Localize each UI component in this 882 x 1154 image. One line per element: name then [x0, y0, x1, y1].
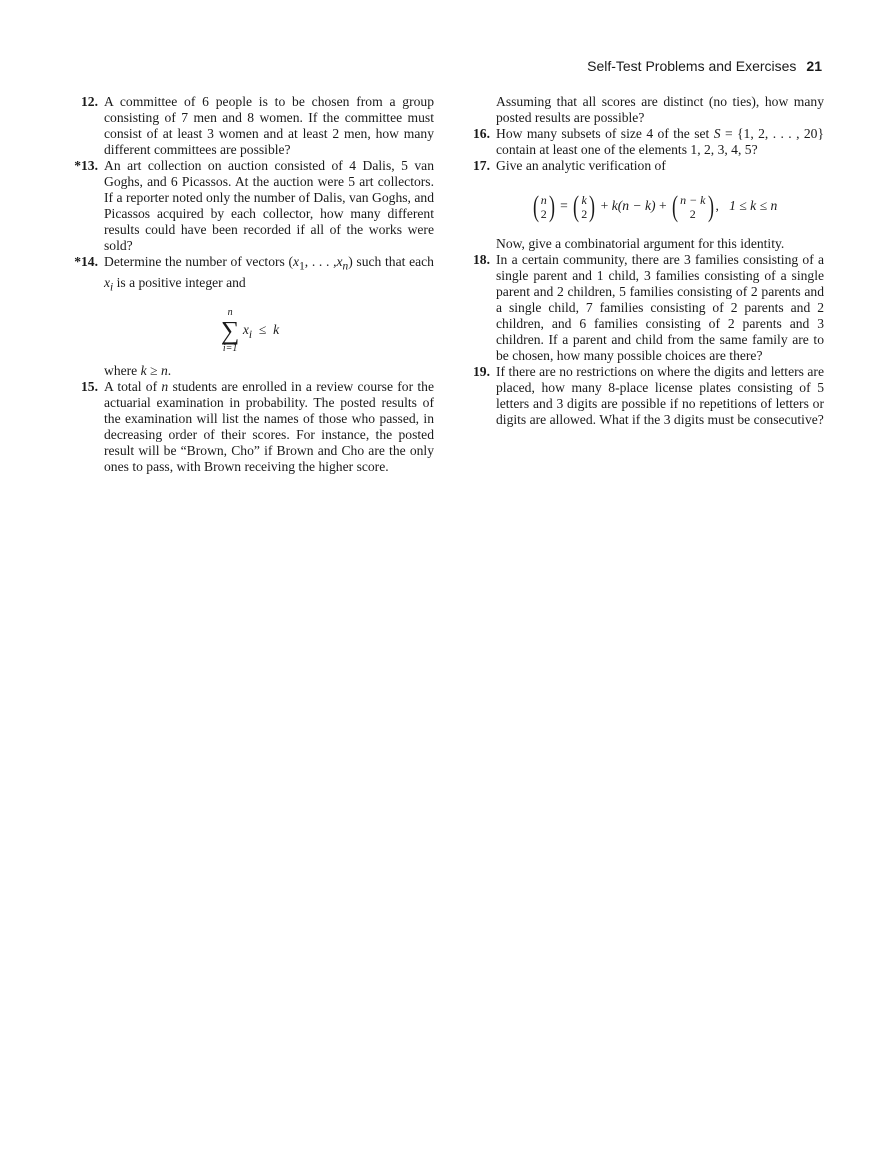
problem-15 [66, 379, 434, 475]
problem-text: An art collection on auction consisted of 4 Dalis, 5 van Goghs, and 6 Picassos. At the auction were 5 art collectors. If a reporter noted only the number of Dalis, van Goghs, and Picassos acquired by each collector, how many different results could have been recorded if all of the works were sold? [104, 158, 434, 253]
problem-15-continued: Assuming that all scores are distinct (no ties), how many posted results are possible? [496, 94, 824, 125]
running-header [0, 58, 822, 74]
problem-number: 15. [81, 379, 98, 395]
problem-14 [66, 254, 434, 295]
problem-number: *13. [74, 158, 98, 173]
problem-number: 18. [473, 252, 490, 267]
problem-text: A total of n students are enrolled in a review course for the actuarial examination in probability. The posted results of the examination will list the names of those who passed, in decreasing order of their scores. For instance, the posted result will be “Brown, Cho” if Brown and Cho are the only ones to pass, with Brown receiving the higher score. [104, 379, 435, 475]
running-title: Self-Test Problems and Exercises [587, 58, 797, 74]
problem-text: How many subsets of size 4 of the set S = {1, 2, . . . , 20} contain at least one of the elements 1, 2, 3, 4, 5? [496, 126, 824, 157]
problem-text: Determine the number of vectors ($x_1$, . . . $,x_n$) such that each $x_i$ is a positive integer and [104, 254, 434, 294]
problem-19 [458, 364, 824, 428]
page-number: 21 [806, 58, 822, 74]
binomial-identity: ( n 2 ) = ( k 2 ) + k(n − k) + ( n − k 2 ) , 1 ≤ k ≤ n [532, 190, 778, 223]
problem-text: Give an analytic verification of [496, 158, 666, 173]
problem-17 [458, 158, 824, 174]
problem-number: 12. [81, 94, 98, 109]
problem-number: 19. [473, 364, 490, 379]
problem-number: 17. [473, 158, 490, 173]
sum-inequality: n ∑ i=1 $x_i \le k$ [220, 307, 280, 355]
problem-text: In a certain community, there are 3 families consisting of a single parent and 1 child, 3 families consisting of a single parent and 2 children, 5 families consisting of 2 parents and a single child, 7 families consisting of 2 parents and 2 children, and 6 families consisting of 2 parents and 3 children. If a parent and child from the same family are to be chosen, how many possible choices are there? [496, 252, 824, 363]
problem-text: If there are no restrictions on where the digits and letters are placed, how many 8-place license plates consisting of 5 letters and 3 digits are possible if no repetitions of letters or digits are allowed. What if the 3 digits must be consecutive? [496, 364, 824, 427]
problem-16 [458, 126, 824, 158]
left-column [66, 94, 434, 475]
condition-text: where k ≥ n. [104, 363, 172, 379]
problem-text: A committee of 6 people is to be chosen from a group consisting of 7 men and 8 women. If the committee must consist of at least 3 women and at least 2 men, how many different committees are possible? [104, 94, 434, 157]
problem-18 [458, 252, 824, 364]
right-column [458, 94, 824, 428]
problem-13 [66, 158, 434, 254]
problem-number: *14. [74, 254, 98, 269]
problem-number: 16. [473, 126, 490, 141]
problem-12 [66, 94, 434, 158]
problem-17-followup: Now, give a combinatorial argument for this identity. [496, 236, 785, 251]
